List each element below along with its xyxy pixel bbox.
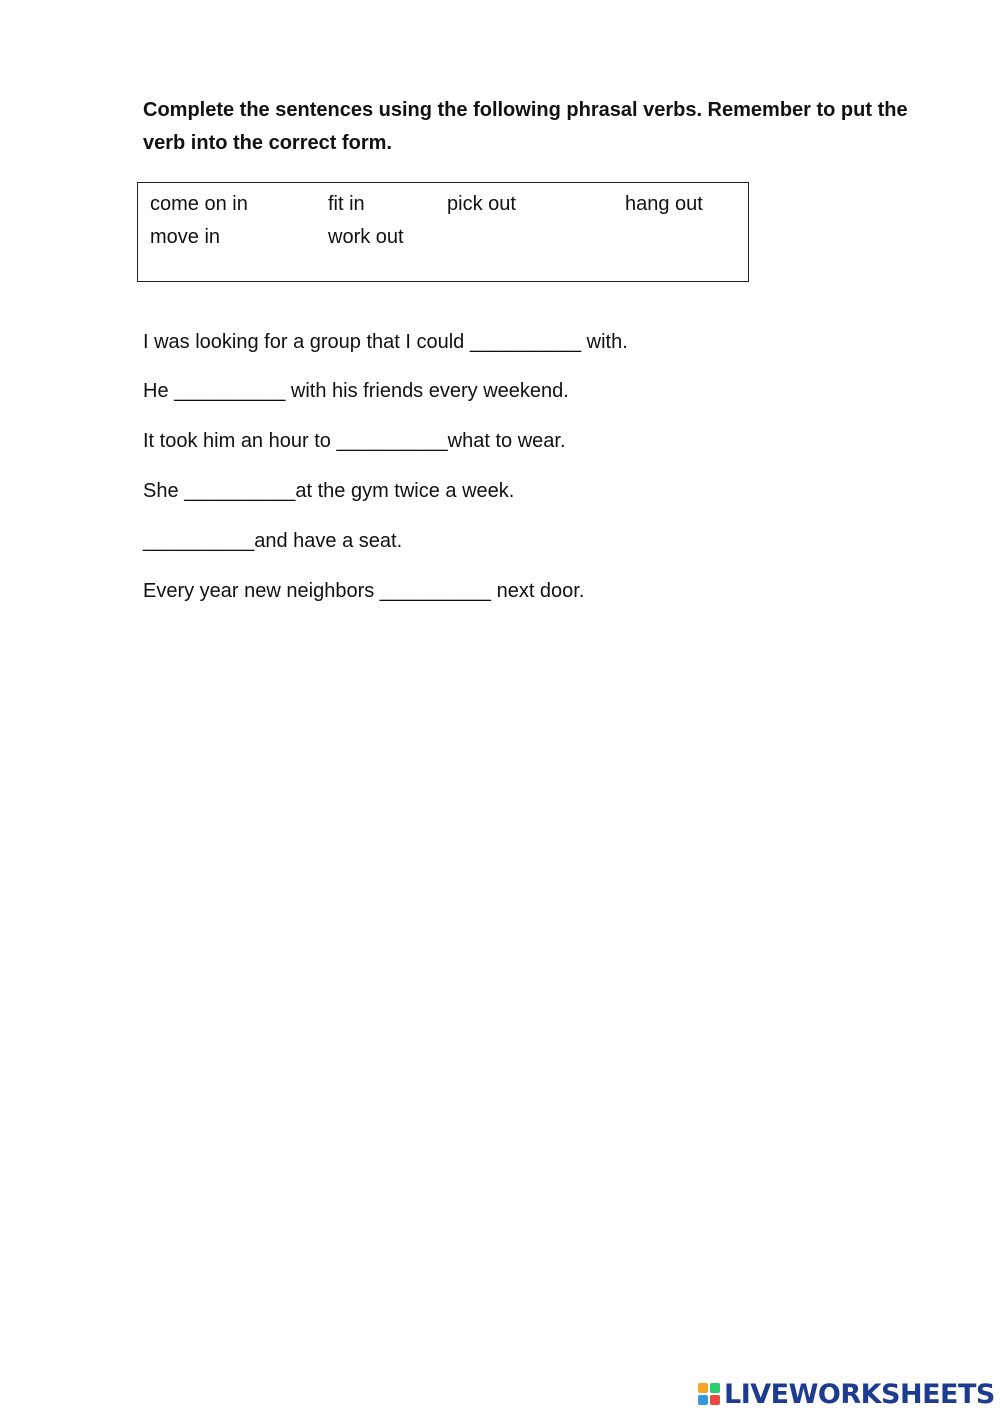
sentence-3: It took him an hour to __________what to wear. xyxy=(143,430,566,452)
sentence-4: She __________at the gym twice a week. xyxy=(143,480,515,502)
word-bank-item-fit-in: fit in xyxy=(328,193,365,215)
word-bank-item-come-on-in: come on in xyxy=(150,193,248,215)
sentence-5: __________and have a seat. xyxy=(143,530,403,552)
word-bank-box xyxy=(137,182,749,282)
word-bank-item-pick-out: pick out xyxy=(447,193,516,215)
instructions: Complete the sentences using the following phrasal verbs. Remember to put the verb into the correct form. xyxy=(143,99,908,154)
logo-mark-icon xyxy=(698,1383,720,1405)
logo-text: LIVEWORKSHEETS xyxy=(724,1378,995,1410)
sentence-2: He __________ with his friends every weekend. xyxy=(143,380,569,402)
sentence-1: I was looking for a group that I could __________ with. xyxy=(143,331,628,353)
liveworksheets-logo xyxy=(698,1377,995,1411)
word-bank-item-move-in: move in xyxy=(150,226,221,248)
sentence-6: Every year new neighbors __________ next door. xyxy=(143,580,585,602)
word-bank-item-work-out: work out xyxy=(328,226,404,248)
word-bank-item-hang-out: hang out xyxy=(625,193,703,215)
